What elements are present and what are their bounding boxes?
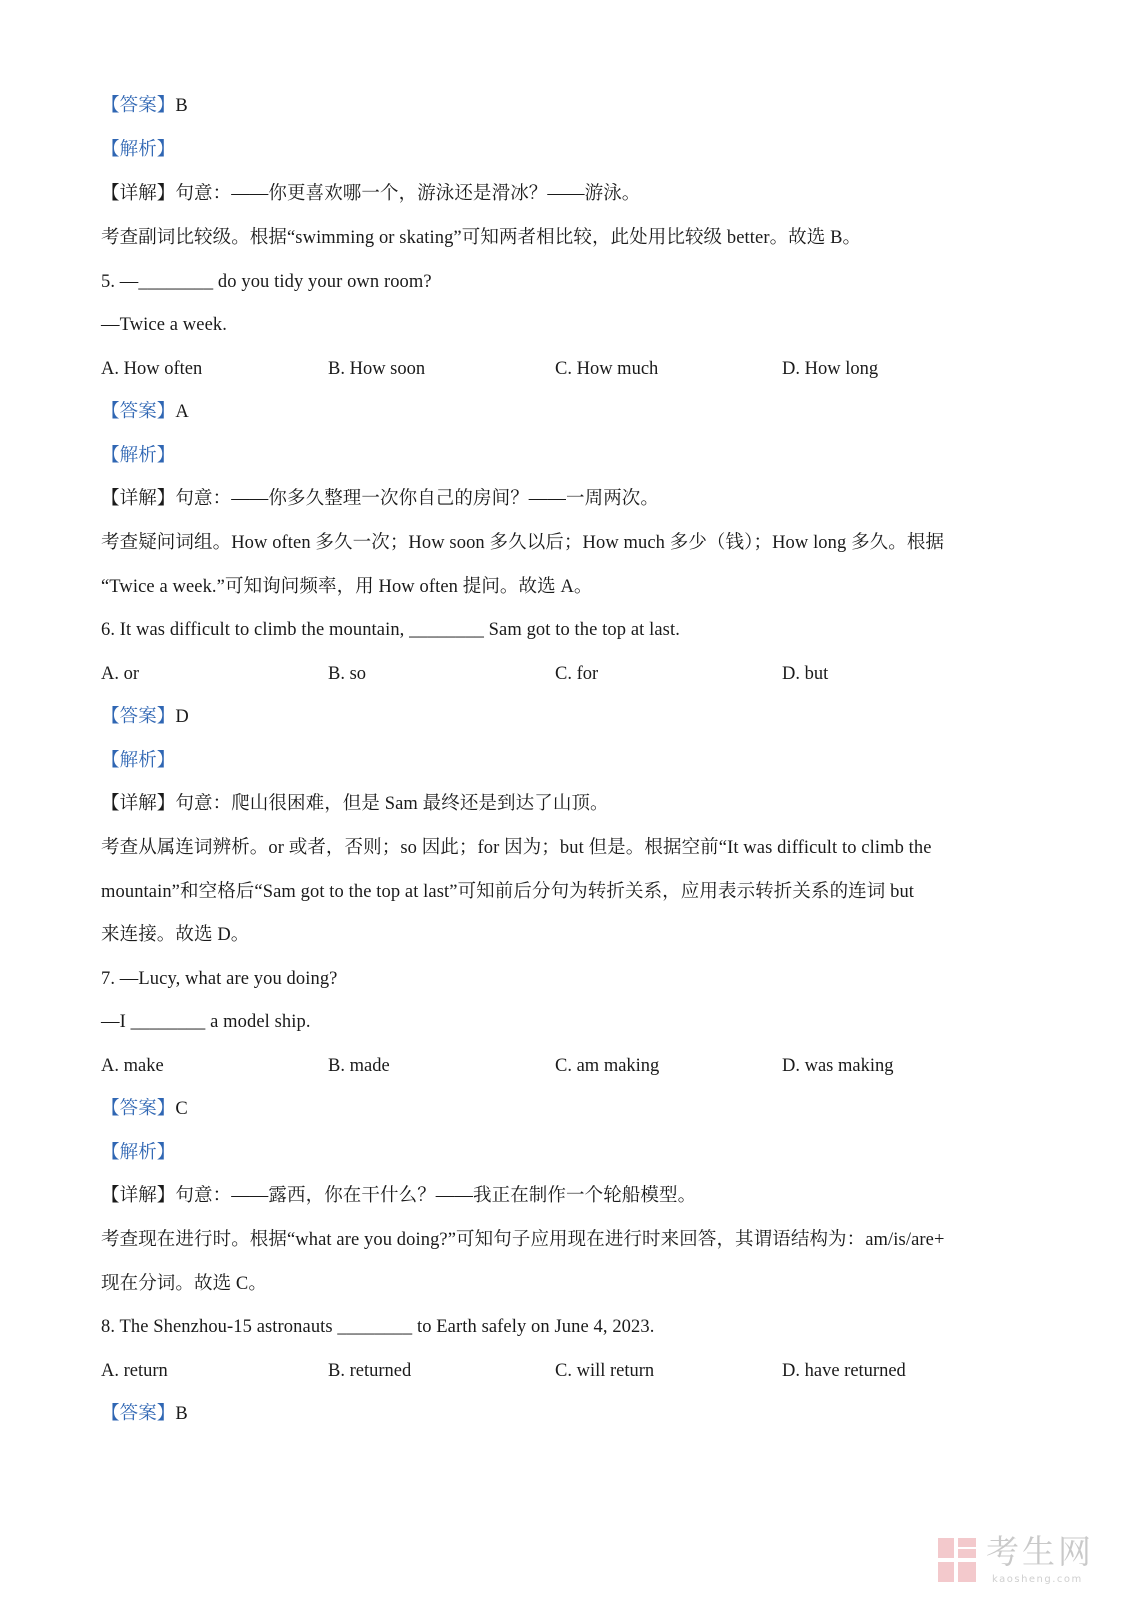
q6-stem: 6. It was difficult to climb the mountain, ________ Sam got to the top at last.: [101, 620, 680, 640]
q7-reply: —I ________ a model ship.: [101, 1012, 311, 1032]
q7-detail-line: [101, 1184, 696, 1208]
q5-option-c: C. How much: [555, 359, 659, 379]
q6-option-c: C. for: [555, 664, 599, 684]
q6-detail-line: [101, 792, 609, 816]
q7-analysis-line: [101, 1141, 175, 1165]
q7-answer: C: [175, 1099, 188, 1119]
detail-label: 【详解】: [101, 794, 176, 814]
q6-answer: D: [175, 707, 189, 727]
watermark-logo: [936, 1532, 1116, 1592]
analysis-label: 【解析】: [101, 751, 176, 771]
answer-label: 【答案】: [101, 96, 176, 116]
detail-label: 【详解】: [101, 489, 176, 509]
q7-option-d: D. was making: [782, 1056, 894, 1076]
q5-answer: A: [175, 402, 189, 422]
q4-analysis-line: [101, 138, 175, 162]
q6-option-a: A. or: [101, 664, 140, 684]
q4-explain: 考查副词比较级。根据“swimming or skating”可知两者相比较，此处用比较级 better。故选 B。: [101, 228, 862, 248]
analysis-label: 【解析】: [101, 446, 176, 466]
q5-explain-2: “Twice a week.”可知询问频率，用 How often 提问。故选 A。: [101, 577, 593, 597]
answer-label: 【答案】: [101, 1404, 176, 1424]
q8-option-d: D. have returned: [782, 1361, 906, 1381]
watermark-name: 考生网: [986, 1532, 1094, 1571]
detail-label: 【详解】: [101, 184, 176, 204]
q6-detail: 句意：爬山很困难，但是 Sam 最终还是到达了山顶。: [175, 794, 609, 814]
q4-detail-line: [101, 182, 640, 206]
answer-label: 【答案】: [101, 707, 176, 727]
q5-reply: —Twice a week.: [101, 315, 227, 335]
detail-label: 【详解】: [101, 1186, 176, 1206]
answer-label: 【答案】: [101, 1099, 176, 1119]
q5-explain-1: 考查疑问词组。How often 多久一次；How soon 多久以后；How much 多少（钱）；How long 多久。根据: [101, 533, 945, 553]
q5-analysis-line: [101, 444, 175, 468]
q4-detail: 句意：——你更喜欢哪一个，游泳还是滑冰？——游泳。: [175, 184, 641, 204]
watermark-domain: kaosheng.com: [992, 1574, 1083, 1585]
q6-option-d: D. but: [782, 664, 829, 684]
q7-option-b: B. made: [328, 1056, 390, 1076]
q6-option-b: B. so: [328, 664, 367, 684]
q6-explain-3: 来连接。故选 D。: [101, 925, 250, 945]
q7-option-c: C. am making: [555, 1056, 660, 1076]
q7-stem: 7. —Lucy, what are you doing?: [101, 969, 338, 989]
q5-stem: 5. —________ do you tidy your own room?: [101, 272, 432, 292]
q8-answer: B: [175, 1404, 188, 1424]
q5-option-d: D. How long: [782, 359, 879, 379]
q4-answer: B: [175, 96, 188, 116]
analysis-label: 【解析】: [101, 140, 176, 160]
q6-answer-line: [101, 705, 189, 729]
q8-option-a: A. return: [101, 1361, 168, 1381]
q5-detail: 句意：——你多久整理一次你自己的房间？——一周两次。: [175, 489, 660, 509]
logo-mark-icon: [936, 1536, 980, 1584]
q4-answer-line: [101, 94, 188, 118]
q5-option-a: A. How often: [101, 359, 203, 379]
q7-explain-2: 现在分词。故选 C。: [101, 1274, 267, 1294]
q8-stem: 8. The Shenzhou-15 astronauts ________ to Earth safely on June 4, 2023.: [101, 1317, 655, 1337]
analysis-label: 【解析】: [101, 1143, 176, 1163]
q8-answer-line: [101, 1402, 188, 1426]
q6-explain-1: 考查从属连词辨析。or 或者，否则；so 因此；for 因为；but 但是。根据空前“It was difficult to climb the: [101, 838, 932, 858]
q5-detail-line: [101, 487, 659, 511]
q7-option-a: A. make: [101, 1056, 164, 1076]
q8-option-b: B. returned: [328, 1361, 412, 1381]
q7-answer-line: [101, 1097, 188, 1121]
q7-explain-1: 考查现在进行时。根据“what are you doing?”可知句子应用现在进行时来回答，其谓语结构为：am/is/are+: [101, 1230, 945, 1250]
q8-option-c: C. will return: [555, 1361, 655, 1381]
q5-option-b: B. How soon: [328, 359, 426, 379]
q6-analysis-line: [101, 749, 175, 773]
q5-answer-line: [101, 400, 189, 424]
answer-label: 【答案】: [101, 402, 176, 422]
q6-explain-2: mountain”和空格后“Sam got to the top at last”可知前后分句为转折关系，应用表示转折关系的连词 but: [101, 882, 915, 902]
q7-detail: 句意：——露西，你在干什么？——我正在制作一个轮船模型。: [175, 1186, 697, 1206]
